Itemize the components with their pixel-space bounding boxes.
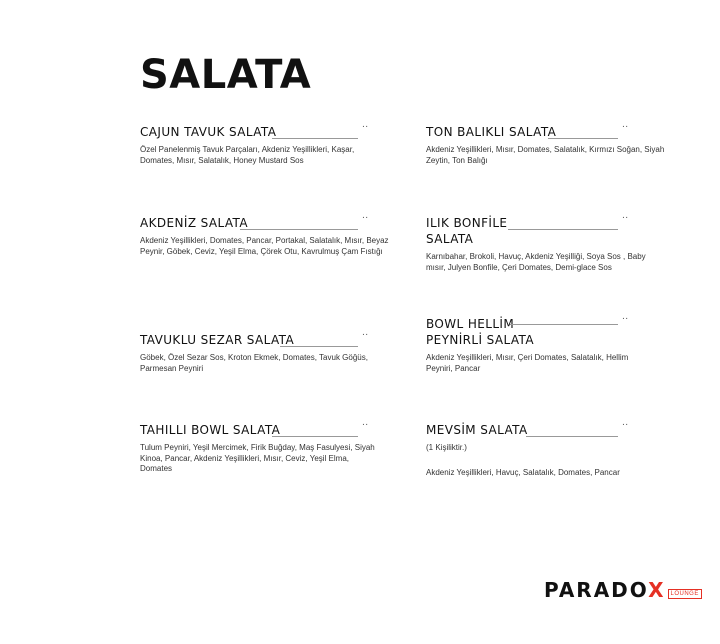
price-leader-line <box>272 436 358 437</box>
item-name-row <box>426 120 676 140</box>
item-name: TAVUKLU SEZAR SALATA <box>140 333 295 347</box>
brand-logo <box>544 578 702 602</box>
logo-text-main: PARADO <box>544 578 649 602</box>
item-price: .. <box>362 120 369 130</box>
menu-item-bowl-hellim <box>426 312 676 374</box>
price-leader-line <box>280 346 358 347</box>
menu-item-mevsim <box>426 418 676 478</box>
price-leader-line <box>508 229 618 230</box>
item-name-continued: PEYNİRLİ SALATA <box>426 333 534 347</box>
item-name-row <box>426 312 676 348</box>
page-title: SALATA <box>140 52 312 98</box>
menu-item-ilik-bonfile <box>426 211 676 273</box>
menu-item-akdeniz <box>140 211 390 257</box>
item-description: Özel Panelenmiş Tavuk Parçaları, Akdeniz Yeşillikleri, Kaşar, Domates, Mısır, Salatalık, Honey Mustard Sos <box>140 145 355 165</box>
item-description: Akdeniz Yeşillikleri, Domates, Pancar, Portakal, Salatalık, Mısır, Beyaz Peynir, Göbek, Ceviz, Yeşil Elma, Çörek Otu, Kavrulmuş Çam Fıstığı <box>140 236 389 256</box>
logo-text-x: X <box>648 578 666 602</box>
item-description: Akdeniz Yeşillikleri, Mısır, Çeri Domates, Salatalık, Hellim Peyniri, Pancar <box>426 353 629 373</box>
price-leader-line <box>510 324 618 325</box>
item-name-row <box>140 328 390 348</box>
item-description: Tulum Peyniri, Yeşil Mercimek, Firik Buğday, Maş Fasulyesi, Siyah Kinoa, Pancar, Akdeniz Yeşillikleri, Mısır, Ceviz, Yeşil Elma, Domates <box>140 443 375 473</box>
price-leader-line <box>526 436 618 437</box>
item-portion-note: (1 Kişiliktir.) <box>426 443 467 452</box>
item-name: TON BALIKLI SALATA <box>426 125 557 139</box>
item-name-row <box>426 418 676 438</box>
item-price: .. <box>622 418 629 428</box>
menu-item-cajun <box>140 120 390 166</box>
item-name-continued: SALATA <box>426 232 474 246</box>
menu-item-ton-balikli <box>426 120 676 166</box>
item-price: .. <box>362 418 369 428</box>
price-leader-line <box>272 138 358 139</box>
item-description: Akdeniz Yeşillikleri, Mısır, Domates, Salatalık, Kırmızı Soğan, Siyah Zeytin, Ton Balığı <box>426 145 665 165</box>
item-name: AKDENİZ SALATA <box>140 216 248 230</box>
price-leader-line <box>548 138 618 139</box>
price-leader-line <box>240 229 358 230</box>
item-description: Akdeniz Yeşillikleri, Havuç, Salatalık, Domates, Pancar <box>426 467 620 477</box>
item-description: Göbek, Özel Sezar Sos, Kroton Ekmek, Domates, Tavuk Göğüs, Parmesan Peyniri <box>140 353 368 373</box>
item-name: MEVSİM SALATA <box>426 423 528 437</box>
logo-wordmark <box>544 578 666 602</box>
item-price: .. <box>622 211 629 221</box>
menu-item-tahilli-bowl <box>140 418 390 475</box>
item-description: Karnıbahar, Brokoli, Havuç, Akdeniz Yeşilliği, Soya Sos , Baby mısır, Julyen Bonfile, Çeri Domates, Demi-glace Sos <box>426 252 646 272</box>
item-price: .. <box>622 120 629 130</box>
item-name: CAJUN TAVUK SALATA <box>140 125 277 139</box>
item-name-row <box>140 211 390 231</box>
item-name: TAHILLI BOWL SALATA <box>140 423 281 437</box>
item-price: .. <box>362 211 369 221</box>
logo-badge: LOUNGE <box>668 589 702 599</box>
item-name: BOWL HELLİM <box>426 317 515 331</box>
item-price: .. <box>622 312 629 322</box>
item-name: ILIK BONFİLE <box>426 216 508 230</box>
item-name-row <box>426 211 676 247</box>
item-name-row <box>140 418 390 438</box>
menu-item-tavuklu-sezar <box>140 328 390 374</box>
item-price: .. <box>362 328 369 338</box>
item-name-row <box>140 120 390 140</box>
